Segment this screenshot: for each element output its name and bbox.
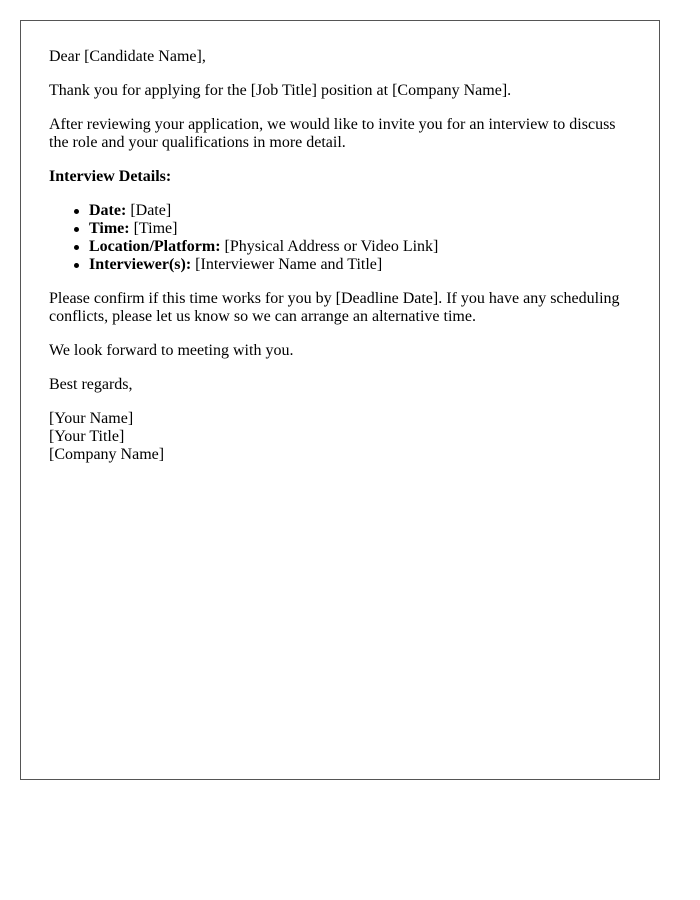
sign-off: Best regards, bbox=[49, 376, 133, 393]
signature-company: [Company Name] bbox=[49, 446, 165, 463]
date-value: [Date] bbox=[126, 202, 172, 219]
details-heading: Interview Details: bbox=[49, 168, 172, 185]
signature-title: [Your Title] bbox=[49, 428, 125, 445]
date-label: Date: bbox=[89, 202, 127, 219]
interview-details-list bbox=[49, 202, 631, 274]
signature-name: [Your Name] bbox=[49, 410, 134, 427]
list-item-location bbox=[89, 238, 631, 256]
confirmation-paragraph: Please confirm if this time works for you by [Deadline Date]. If you have any scheduling conflicts, please let us know so we can arrange an alternative time. bbox=[49, 290, 620, 325]
signature-block bbox=[49, 410, 631, 464]
interviewers-label: Interviewer(s): bbox=[89, 256, 192, 273]
closing-line: We look forward to meeting with you. bbox=[49, 342, 294, 359]
invitation-paragraph: After reviewing your application, we would like to invite you for an interview to discuss the role and your qualifications in more detail. bbox=[49, 116, 616, 151]
interviewers-value: [Interviewer Name and Title] bbox=[191, 256, 383, 273]
location-label: Location/Platform: bbox=[89, 238, 221, 255]
bullet-icon bbox=[74, 245, 79, 250]
bullet-icon bbox=[74, 227, 79, 232]
intro-paragraph: Thank you for applying for the [Job Title] position at [Company Name]. bbox=[49, 82, 512, 99]
list-item-interviewers bbox=[89, 256, 631, 274]
list-item-date bbox=[89, 202, 631, 220]
time-label: Time: bbox=[89, 220, 130, 237]
location-value: [Physical Address or Video Link] bbox=[220, 238, 439, 255]
bullet-icon bbox=[74, 209, 79, 214]
time-value: [Time] bbox=[129, 220, 178, 237]
greeting: Dear [Candidate Name], bbox=[49, 48, 206, 65]
letter-page bbox=[20, 20, 660, 780]
list-item-time bbox=[89, 220, 631, 238]
bullet-icon bbox=[74, 263, 79, 268]
